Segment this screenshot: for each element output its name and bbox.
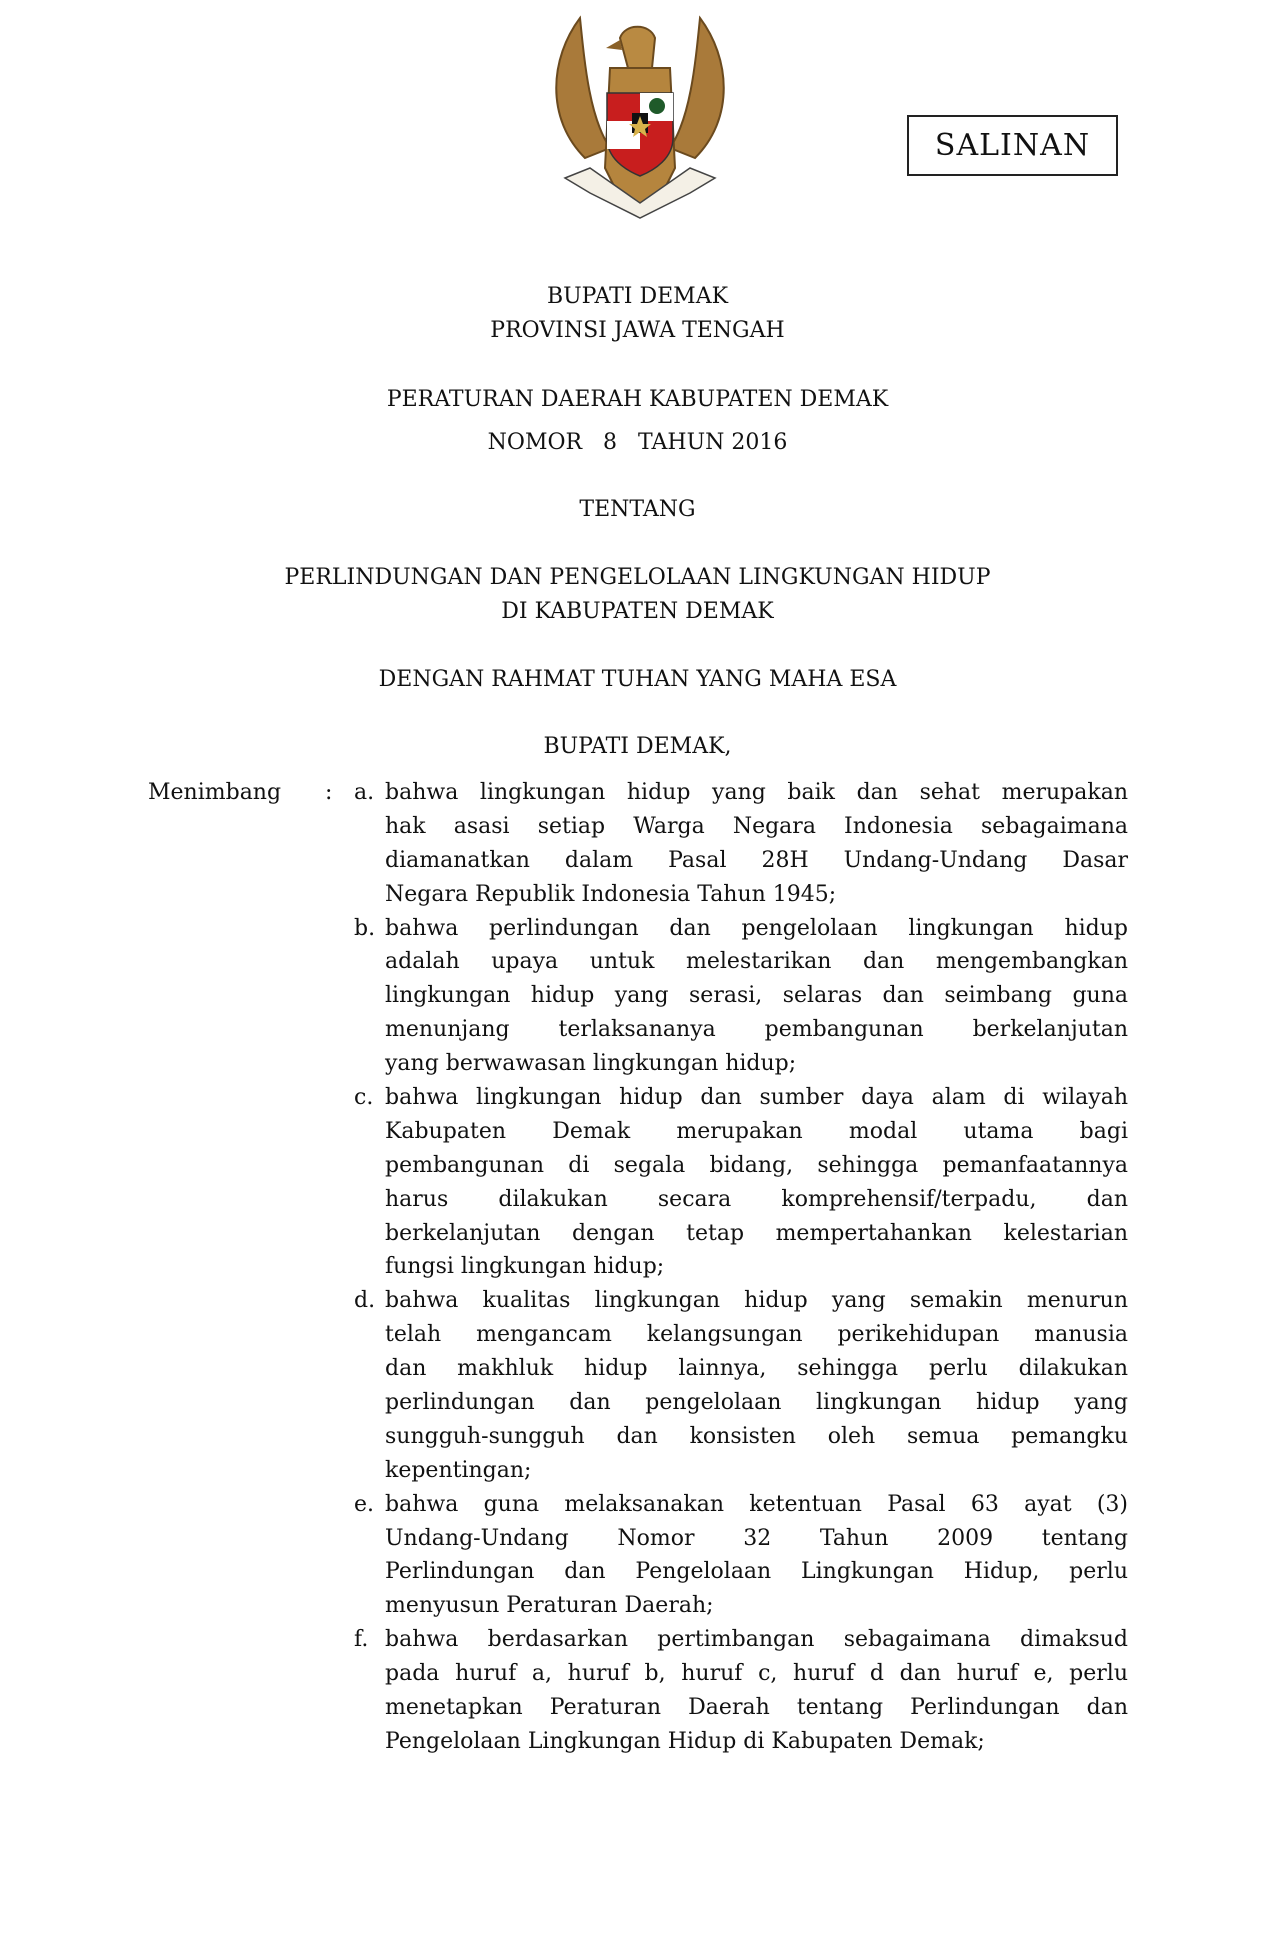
item-text-line: bahwa kualitas lingkungan hidup yang semakin menurun [385,1288,1128,1314]
item-text-line: Pengelolaan Lingkungan Hidup di Kabupaten Demak; [385,1728,985,1754]
garuda-pancasila-emblem [540,8,740,226]
item-text-line: sungguh-sungguh dan konsisten oleh semua pemangku [385,1423,1128,1449]
considering-item [0,1488,1275,1624]
province-title: PROVINSI JAWA TENGAH [490,318,785,343]
item-letter: c. [354,1085,374,1111]
salinan-stamp: SALINAN [907,115,1118,176]
considering-section [0,776,1275,1759]
item-text-line: perlindungan dan pengelolaan lingkungan hidup yang [385,1390,1128,1416]
item-text-line: diamanatkan dalam Pasal 28H Undang-Undang Dasar [385,847,1128,873]
item-text-line: pada huruf a, huruf b, huruf c, huruf d dan huruf e, perlu [385,1661,1128,1687]
about-label: TENTANG [579,497,696,522]
item-text-line: adalah upaya untuk melestarikan dan mengembangkan [385,949,1128,975]
item-text-line: berkelanjutan dengan tetap mempertahankan kelestarian [385,1220,1128,1246]
issuer-title: BUPATI DEMAK [546,284,729,309]
considering-item [0,1081,1275,1284]
considering-item [0,1623,1275,1759]
considering-colon: : [325,780,333,805]
item-text-line: Perlindungan dan Pengelolaan Lingkungan Hidup, perlu [385,1559,1128,1585]
item-text-line: harus dilakukan secara komprehensif/terpadu, dan [385,1186,1128,1212]
item-text-line: menunjang terlaksananya pembangunan berkelanjutan [385,1017,1128,1043]
item-text-line: dan makhluk hidup lainnya, sehingga perlu dilakukan [385,1356,1128,1382]
item-text-line: Negara Republik Indonesia Tahun 1945; [385,881,837,907]
item-letter: a. [354,780,375,805]
item-text-line: bahwa perlindungan dan pengelolaan lingkungan hidup [385,915,1128,941]
item-text-line: Undang-Undang Nomor 32 Tahun 2009 tentang [385,1525,1128,1551]
subject-line-1: PERLINDUNGAN DAN PENGELOLAAN LINGKUNGAN HIDUP [284,565,991,590]
considering-label: Menimbang [148,780,282,805]
item-text-line: menyusun Peraturan Daerah; [385,1593,714,1619]
item-text-line: bahwa guna melaksanakan ketentuan Pasal 63 ayat (3) [385,1491,1128,1517]
item-letter: d. [354,1288,376,1314]
item-text-line: telah mengancam kelangsungan perikehidupan manusia [385,1322,1128,1348]
item-text-line: bahwa lingkungan hidup dan sumber daya alam di wilayah [385,1085,1128,1111]
item-text-line: kepentingan; [385,1457,532,1483]
item-text-line: lingkungan hidup yang serasi, selaras dan seimbang guna [385,983,1128,1009]
grace-phrase: DENGAN RAHMAT TUHAN YANG MAHA ESA [378,667,897,692]
item-text-line: Kabupaten Demak merupakan modal utama bagi [385,1118,1128,1144]
considering-item [0,1284,1275,1487]
considering-item [0,912,1275,1081]
item-text-line: bahwa lingkungan hidup yang baik dan sehat merupakan [385,780,1128,805]
item-text-line: pembangunan di segala bidang, sehingga pemanfaatannya [385,1152,1128,1178]
item-text-line: bahwa berdasarkan pertimbangan sebagaimana dimaksud [385,1627,1128,1653]
item-text-line: fungsi lingkungan hidup; [385,1254,665,1280]
item-text-line: menetapkan Peraturan Daerah tentang Perlindungan dan [385,1695,1128,1721]
item-letter: e. [354,1491,375,1517]
item-letter: f. [354,1627,369,1653]
item-letter: b. [354,915,376,941]
regent-label: BUPATI DEMAK, [543,734,732,759]
item-text-line: hak asasi setiap Warga Negara Indonesia sebagaimana [385,813,1128,839]
considering-item [0,776,1275,912]
item-text-line: yang berwawasan lingkungan hidup; [385,1051,797,1077]
regulation-number: NOMOR 8 TAHUN 2016 [487,430,788,455]
regulation-title: PERATURAN DAERAH KABUPATEN DEMAK [386,387,889,412]
subject-line-2: DI KABUPATEN DEMAK [501,599,774,624]
